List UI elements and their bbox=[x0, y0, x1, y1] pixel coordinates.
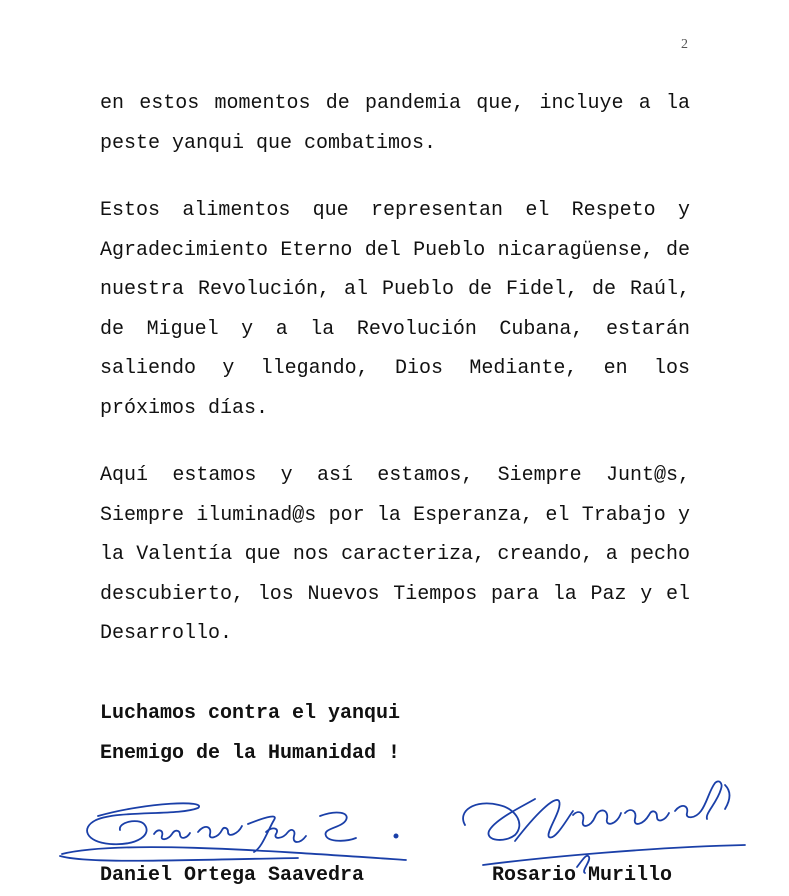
closing-line-2: Enemigo de la Humanidad ! bbox=[100, 741, 401, 765]
page-number: 2 bbox=[681, 37, 688, 52]
signer-name-ortega: Daniel Ortega Saavedra bbox=[100, 864, 365, 887]
paragraph-2: Estos alimentos que representan el Respeto y Agradecimiento Eterno del Pueblo nicaragüense, de nuestra Revolución, al Pueblo de Fidel, de Raúl, de Miguel y a la Revolución Cubana, estarán saliendo y llegando, Dios Mediante, en los próximos días. bbox=[100, 199, 690, 420]
closing-slogan bbox=[100, 694, 400, 773]
signature-ortega-image bbox=[58, 798, 408, 870]
paragraph-1: en estos momentos de pandemia que, incluye a la peste yanqui que combatimos. bbox=[100, 92, 690, 155]
signer-name-murillo: Rosario Murillo bbox=[492, 864, 673, 887]
paragraph-3: Aquí estamos y así estamos, Siempre Junt@s, Siempre iluminad@s por la Esperanza, el Trabajo y la Valentía que nos caracteriza, creando, a pecho descubierto, los Nuevos Tiempos para la Paz y el Desarrollo. bbox=[100, 464, 690, 645]
closing-line-1: Luchamos contra el yanqui bbox=[100, 702, 401, 725]
